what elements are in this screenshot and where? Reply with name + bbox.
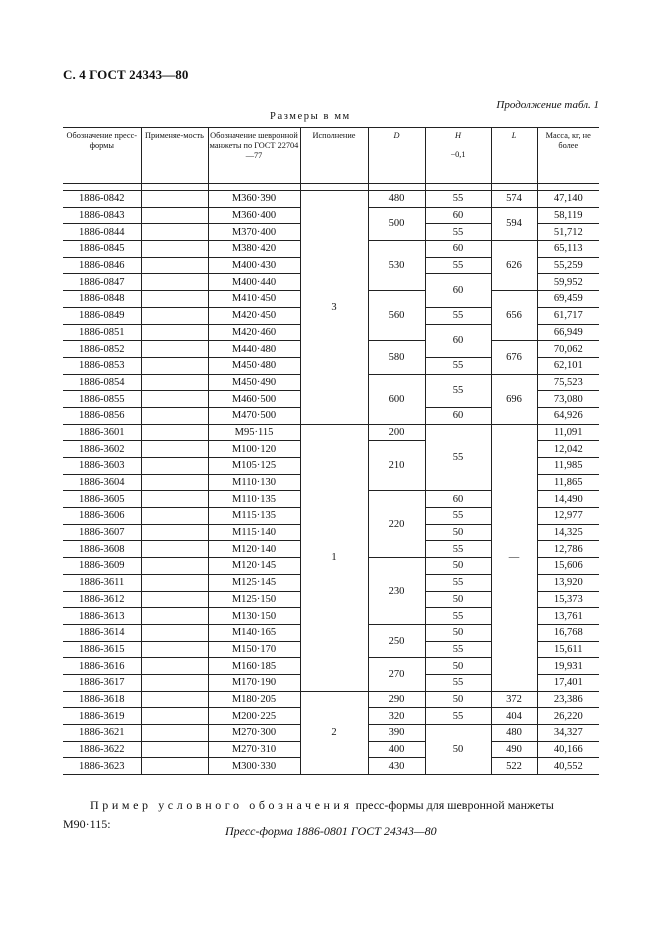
cell-h: 55: [425, 608, 491, 625]
cell-h: 55: [425, 641, 491, 658]
header-applicability: Применяе-мость: [141, 128, 208, 184]
cell-d: 270: [368, 658, 425, 691]
cell-cuff: М450·480: [208, 357, 300, 374]
cell-l: 594: [491, 207, 537, 240]
cell-designation: 1886-3603: [63, 458, 141, 475]
cell-designation: 1886-0848: [63, 291, 141, 308]
cell-mass: 40,166: [537, 741, 599, 758]
cell-applicability: [141, 508, 208, 525]
cell-mass: 59,952: [537, 274, 599, 291]
cell-applicability: [141, 441, 208, 458]
cell-applicability: [141, 691, 208, 708]
cell-mass: 11,985: [537, 458, 599, 475]
cell-designation: 1886-0844: [63, 224, 141, 241]
cell-cuff: М180·205: [208, 691, 300, 708]
cell-applicability: [141, 541, 208, 558]
cell-cuff: М400·430: [208, 257, 300, 274]
cell-designation: 1886-3604: [63, 474, 141, 491]
page-header: С. 4 ГОСТ 24343—80: [63, 67, 189, 82]
cell-applicability: [141, 574, 208, 591]
cell-mass: 62,101: [537, 357, 599, 374]
table-body: [63, 191, 599, 775]
cell-cuff: М360·400: [208, 207, 300, 224]
dimensions-table: [63, 127, 599, 775]
cell-applicability: [141, 491, 208, 508]
cell-d: 290: [368, 691, 425, 708]
cell-h: 55: [425, 257, 491, 274]
cell-applicability: [141, 608, 208, 625]
cell-cuff: М115·135: [208, 508, 300, 525]
cell-d: 320: [368, 708, 425, 725]
cell-l: 574: [491, 191, 537, 208]
cell-applicability: [141, 324, 208, 341]
cell-mass: 47,140: [537, 191, 599, 208]
cell-designation: 1886-0851: [63, 324, 141, 341]
cell-designation: 1886-3612: [63, 591, 141, 608]
cell-cuff: М450·490: [208, 374, 300, 391]
cell-applicability: [141, 257, 208, 274]
cell-cuff: М470·500: [208, 407, 300, 424]
table-row: [63, 691, 599, 708]
cell-l: 656: [491, 291, 537, 341]
cell-mass: 64,926: [537, 407, 599, 424]
cell-version: 2: [300, 691, 368, 774]
cell-designation: 1886-0845: [63, 241, 141, 258]
cell-cuff: М105·125: [208, 458, 300, 475]
cell-designation: 1886-3601: [63, 424, 141, 441]
cell-mass: 75,523: [537, 374, 599, 391]
cell-designation: 1886-0842: [63, 191, 141, 208]
cell-cuff: М110·135: [208, 491, 300, 508]
cell-d: 390: [368, 725, 425, 742]
cell-h: 55: [425, 357, 491, 374]
cell-mass: 34,327: [537, 725, 599, 742]
cell-applicability: [141, 591, 208, 608]
table-row: [63, 424, 599, 441]
cell-applicability: [141, 524, 208, 541]
cell-applicability: [141, 357, 208, 374]
cell-h: 50: [425, 558, 491, 575]
cell-cuff: М120·145: [208, 558, 300, 575]
cell-designation: 1886-3611: [63, 574, 141, 591]
cell-mass: 26,220: [537, 708, 599, 725]
cell-applicability: [141, 241, 208, 258]
cell-l: 696: [491, 374, 537, 424]
cell-mass: 55,259: [537, 257, 599, 274]
cell-cuff: М160·185: [208, 658, 300, 675]
cell-applicability: [141, 191, 208, 208]
cell-l: 372: [491, 691, 537, 708]
cell-mass: 15,611: [537, 641, 599, 658]
cell-cuff: М200·225: [208, 708, 300, 725]
cell-l: 404: [491, 708, 537, 725]
cell-h: 60: [425, 407, 491, 424]
cell-mass: 65,113: [537, 241, 599, 258]
cell-h: 55: [425, 374, 491, 407]
cell-applicability: [141, 341, 208, 358]
cell-h: 50: [425, 691, 491, 708]
cell-applicability: [141, 458, 208, 475]
cell-d: 530: [368, 241, 425, 291]
cell-designation: 1886-3616: [63, 658, 141, 675]
cell-l: 522: [491, 758, 537, 775]
cell-cuff: М110·130: [208, 474, 300, 491]
cell-cuff: М300·330: [208, 758, 300, 775]
cell-designation: 1886-3607: [63, 524, 141, 541]
cell-h: 55: [425, 574, 491, 591]
cell-mass: 58,119: [537, 207, 599, 224]
header-h-tolerance: −0,1: [450, 150, 466, 159]
cell-d: 580: [368, 341, 425, 374]
cell-l: 676: [491, 341, 537, 374]
cell-h: 60: [425, 241, 491, 258]
table-row: [63, 191, 599, 208]
cell-designation: 1886-0852: [63, 341, 141, 358]
cell-cuff: М440·480: [208, 341, 300, 358]
table-continuation-label: Продолжение табл. 1: [496, 99, 599, 111]
cell-applicability: [141, 725, 208, 742]
table-header-row: [63, 128, 599, 184]
cell-d: 200: [368, 424, 425, 441]
header-l: L: [491, 128, 537, 184]
cell-mass: 15,373: [537, 591, 599, 608]
cell-designation: 1886-3602: [63, 441, 141, 458]
cell-applicability: [141, 558, 208, 575]
cell-cuff: М400·440: [208, 274, 300, 291]
cell-applicability: [141, 708, 208, 725]
cell-l: 480: [491, 725, 537, 742]
cell-applicability: [141, 307, 208, 324]
cell-h: 50: [425, 725, 491, 775]
header-mass: Масса, кг, не более: [537, 128, 599, 184]
cell-cuff: М270·310: [208, 741, 300, 758]
cell-mass: 11,091: [537, 424, 599, 441]
cell-cuff: М125·145: [208, 574, 300, 591]
example-text: пресс-формы для шевронной манжеты М90·115:: [63, 798, 554, 831]
cell-cuff: М360·390: [208, 191, 300, 208]
cell-version: 1: [300, 424, 368, 691]
cell-mass: 69,459: [537, 291, 599, 308]
cell-designation: 1886-3606: [63, 508, 141, 525]
example-spaced-label: Пример условного обозначения: [90, 798, 353, 812]
cell-cuff: М115·140: [208, 524, 300, 541]
cell-designation: 1886-3621: [63, 725, 141, 742]
cell-cuff: М95·115: [208, 424, 300, 441]
cell-applicability: [141, 474, 208, 491]
cell-mass: 70,062: [537, 341, 599, 358]
cell-h: 50: [425, 524, 491, 541]
cell-applicability: [141, 641, 208, 658]
cell-h: 50: [425, 591, 491, 608]
cell-l: 626: [491, 241, 537, 291]
cell-designation: 1886-3613: [63, 608, 141, 625]
cell-applicability: [141, 758, 208, 775]
cell-applicability: [141, 274, 208, 291]
header-gap-row: [63, 184, 599, 191]
cell-h: 55: [425, 541, 491, 558]
cell-h: 60: [425, 491, 491, 508]
cell-cuff: М120·140: [208, 541, 300, 558]
cell-version: 3: [300, 191, 368, 425]
cell-cuff: М420·450: [208, 307, 300, 324]
cell-applicability: [141, 424, 208, 441]
cell-mass: 12,786: [537, 541, 599, 558]
cell-mass: 14,490: [537, 491, 599, 508]
header-cuff-designation: Обозначение шевронной манжеты по ГОСТ 22704—77: [208, 128, 300, 184]
cell-l: —: [491, 424, 537, 691]
cell-h: 55: [425, 708, 491, 725]
cell-applicability: [141, 658, 208, 675]
cell-h: 50: [425, 624, 491, 641]
cell-d: 230: [368, 558, 425, 625]
cell-d: 250: [368, 624, 425, 657]
cell-mass: 16,768: [537, 624, 599, 641]
cell-mass: 13,920: [537, 574, 599, 591]
cell-mass: 51,712: [537, 224, 599, 241]
example-designation: Пресс-форма 1886-0801 ГОСТ 24343—80: [225, 824, 437, 838]
cell-cuff: М130·150: [208, 608, 300, 625]
cell-h: 50: [425, 658, 491, 675]
cell-h: 55: [425, 508, 491, 525]
cell-h: 60: [425, 207, 491, 224]
cell-cuff: М100·120: [208, 441, 300, 458]
cell-designation: 1886-3605: [63, 491, 141, 508]
cell-cuff: М140·165: [208, 624, 300, 641]
cell-cuff: М150·170: [208, 641, 300, 658]
cell-d: 560: [368, 291, 425, 341]
cell-applicability: [141, 624, 208, 641]
cell-d: 220: [368, 491, 425, 558]
cell-mass: 15,606: [537, 558, 599, 575]
cell-cuff: М420·460: [208, 324, 300, 341]
cell-designation: 1886-3609: [63, 558, 141, 575]
cell-h: 60: [425, 274, 491, 307]
cell-d: 480: [368, 191, 425, 208]
cell-mass: 14,325: [537, 524, 599, 541]
cell-mass: 12,042: [537, 441, 599, 458]
header-h: [425, 128, 491, 184]
cell-mass: 13,761: [537, 608, 599, 625]
cell-designation: 1886-0843: [63, 207, 141, 224]
header-designation: Обозначение пресс-формы: [63, 128, 141, 184]
cell-h: 55: [425, 674, 491, 691]
cell-cuff: М370·400: [208, 224, 300, 241]
cell-h: 55: [425, 224, 491, 241]
cell-h: 55: [425, 424, 491, 491]
header-h-label: H: [455, 131, 461, 140]
cell-applicability: [141, 407, 208, 424]
cell-applicability: [141, 224, 208, 241]
cell-designation: 1886-0854: [63, 374, 141, 391]
header-version: Исполнение: [300, 128, 368, 184]
cell-d: 210: [368, 441, 425, 491]
cell-mass: 12,977: [537, 508, 599, 525]
cell-mass: 17,401: [537, 674, 599, 691]
cell-cuff: М460·500: [208, 391, 300, 408]
cell-designation: 1886-3618: [63, 691, 141, 708]
cell-designation: 1886-0846: [63, 257, 141, 274]
cell-designation: 1886-0847: [63, 274, 141, 291]
cell-d: 400: [368, 741, 425, 758]
cell-cuff: М410·450: [208, 291, 300, 308]
cell-d: 600: [368, 374, 425, 424]
cell-l: 490: [491, 741, 537, 758]
cell-mass: 61,717: [537, 307, 599, 324]
cell-designation: 1886-0855: [63, 391, 141, 408]
dimensions-note: Размеры в мм: [270, 111, 351, 122]
cell-designation: 1886-3623: [63, 758, 141, 775]
cell-cuff: М125·150: [208, 591, 300, 608]
cell-d: 500: [368, 207, 425, 240]
cell-cuff: М380·420: [208, 241, 300, 258]
cell-mass: 66,949: [537, 324, 599, 341]
cell-applicability: [141, 374, 208, 391]
cell-applicability: [141, 291, 208, 308]
cell-cuff: М170·190: [208, 674, 300, 691]
cell-mass: 73,080: [537, 391, 599, 408]
cell-designation: 1886-3615: [63, 641, 141, 658]
cell-designation: 1886-3622: [63, 741, 141, 758]
cell-designation: 1886-3614: [63, 624, 141, 641]
cell-designation: 1886-3617: [63, 674, 141, 691]
cell-h: 55: [425, 307, 491, 324]
cell-designation: 1886-0849: [63, 307, 141, 324]
cell-mass: 19,931: [537, 658, 599, 675]
cell-applicability: [141, 674, 208, 691]
cell-mass: 40,552: [537, 758, 599, 775]
cell-designation: 1886-0856: [63, 407, 141, 424]
cell-applicability: [141, 741, 208, 758]
cell-mass: 11,865: [537, 474, 599, 491]
cell-designation: 1886-3619: [63, 708, 141, 725]
cell-designation: 1886-0853: [63, 357, 141, 374]
cell-applicability: [141, 207, 208, 224]
cell-cuff: М270·300: [208, 725, 300, 742]
header-d: D: [368, 128, 425, 184]
cell-h: 60: [425, 324, 491, 357]
cell-designation: 1886-3608: [63, 541, 141, 558]
cell-d: 430: [368, 758, 425, 775]
cell-applicability: [141, 391, 208, 408]
cell-h: 55: [425, 191, 491, 208]
cell-mass: 23,386: [537, 691, 599, 708]
